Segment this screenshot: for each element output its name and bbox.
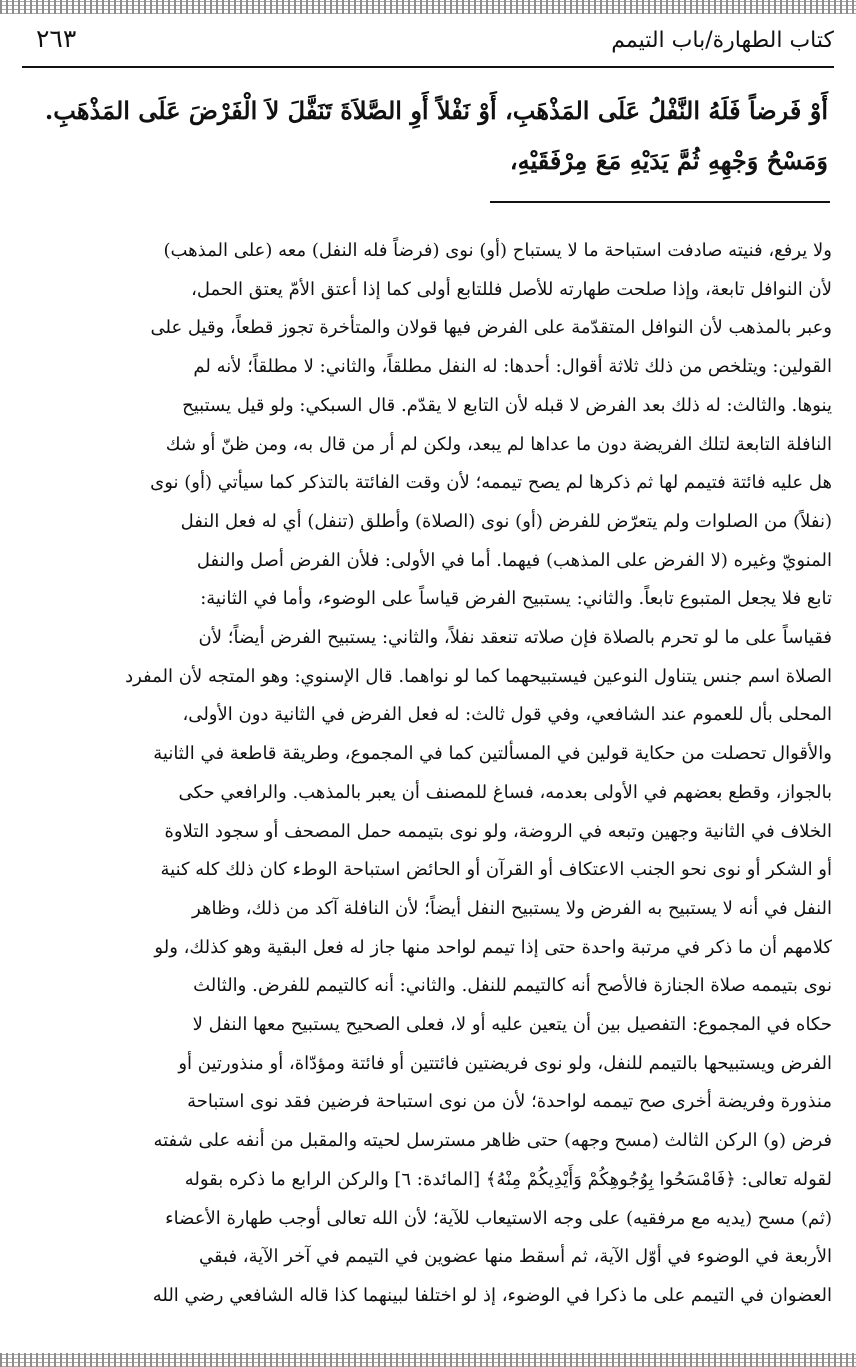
commentary-text: [28, 232, 832, 1306]
commentary-line: الصلاة اسم جنس يتناول النوعين فيستبيحهما كما لو نواهما. قال الإسنوي: وهو المتجه لأن المفرد: [125, 665, 832, 687]
commentary-line: ينوها. والثالث: له ذلك بعد الفرض لا قبله لأن التابع لا يقدّم. قال السبكي: ولو قيل يستبيح: [182, 394, 832, 416]
page-number: ٢٦٣: [36, 24, 77, 53]
commentary-line: بالجواز، وقطع بعضهم في الأولى بعدمه، فساغ للمصنف أن يعبر بالمذهب. والرافعي حكى: [178, 781, 832, 803]
matn-text: [40, 86, 828, 186]
commentary-line: الأربعة في الوضوء في أوّل الآية، ثم أسقط منها عضوين في التيمم في آخر الآية، فبقي: [198, 1246, 832, 1268]
commentary-line: حكاه في المجموع: التفصيل بين أن يتعين عليه أو لا، فعلى الصحيح يستبيح معها النفل لا: [192, 1014, 832, 1036]
commentary-line: ولا يرفع، فنيته صادفت استباحة ما لا يستباح (أو) نوى (فرضاً فله النفل) معه (على المذهب): [163, 240, 832, 261]
commentary-line: نوى بتيممه صلاة الجنازة فالأصح أنه كالتيمم للنفل. والثاني: أنه كالتيمم للفرض. والثالث: [193, 975, 832, 997]
top-ornamental-border: [0, 0, 856, 14]
separator-rule: [490, 201, 830, 203]
commentary-line: هل عليه فائتة فتيمم لها ثم ذكرها لم يصح تيممه؛ لأن وقت الفائتة بالتذكر كما سيأتي (أو) نوى: [150, 472, 832, 494]
commentary-line: المحلى بأل للعموم عند الشافعي، وفي قول ثالث: له فعل الفرض في الثانية دون الأولى،: [182, 704, 832, 726]
commentary-line: كلامهم أن ما ذكر في مرتبة واحدة حتى إذا تيمم لواحد منها جاز له فعل البقية وهو كذلك، ولو: [154, 936, 832, 958]
commentary-line: فقياساً على ما لو تحرم بالصلاة فإن صلاته تنعقد نفلاً، والثاني: يستبيح الفرض أيضاً؛ لأن: [198, 627, 832, 649]
commentary-line: فرض (و) الركن الثالث (مسح وجهه) حتى ظاهر مسترسل لحيته والمقبل من أنفه على شفته: [153, 1130, 832, 1152]
commentary-line: (ثم) مسح (يديه مع مرفقيه) على وجه الاستيعاب للآية؛ لأن الله تعالى أوجب طهارة الأعضاء: [165, 1207, 832, 1229]
commentary-line: لأن النوافل تابعة، وإذا صلحت طهارته للأصل فللتابع أولى كما إذا أعتق الأمّ يعتق الحمل،: [191, 278, 832, 300]
commentary-line: المنويّ وغيره (لا الفرض على المذهب) فيهما. أما في الأولى: فلأن الفرض أصل والنفل: [196, 549, 832, 571]
commentary-line: العضوان في التيمم على ما ذكرا في الوضوء، إذ لو اختلفا لبينهما كذا قاله الشافعي رضي الله: [152, 1284, 832, 1306]
commentary-line: الفرض ويستبيحها بالتيمم للنفل، ولو نوى فريضتين فائتتين أو فائتة ومؤدّاة، أو منذورتين أو: [178, 1052, 832, 1074]
matn-line: وَمَسْحُ وَجْهِهِ ثُمَّ يَدَيْهِ مَعَ مِرْفَقَيْهِ،: [509, 146, 828, 175]
matn-line: أَوْ فَرضاً فَلَهُ النَّفْلُ عَلَى المَذْهَبِ، أَوْ نَفْلاً أَوِ الصَّلاَةَ تَنَفَّلَ لاَ الْفَرْضَ عَلَى المَذْهَبِ.: [44, 96, 828, 125]
bottom-ornamental-border: [0, 1353, 856, 1367]
commentary-line: أو الشكر أو نوى نحو الجنب الاعتكاف أو القرآن أو الحائض استباحة الوطء كان ذلك كله كنية: [160, 859, 832, 881]
commentary-line: (نفلاً) من الصلوات ولم يتعرّض للفرض (أو) نوى (الصلاة) وأطلق (تنفل) أي له فعل النفل: [180, 510, 832, 532]
commentary-line: لقوله تعالى: ﴿فَامْسَحُوا بِوُجُوهِكُمْ وَأَيْدِيكُمْ مِنْهُ﴾ [المائدة: ٦] والركن الرابع ما ذكره بقوله: [184, 1168, 832, 1190]
commentary-line: النافلة التابعة لتلك الفريضة دون ما عداها لم يبعد، ولكن لم أر من قال به، ومن ظنّ أو شك: [165, 433, 832, 455]
commentary-line: الخلاف في الثانية وجهين وتبعه في الروضة، ولو نوى بتيممه حمل المصحف أو سجود التلاوة: [164, 820, 832, 842]
running-header-title: كتاب الطهارة/باب التيمم: [611, 28, 834, 53]
commentary-line: النفل في أنه لا يستبيح به الفرض ولا يستبيح النفل أيضاً؛ لأن النافلة آكد من ذلك، وظاهر: [192, 897, 832, 919]
header-rule: [22, 66, 834, 68]
commentary-line: وعبر بالمذهب لأن النوافل المتقدّمة على الفرض فيها قولان والمتأخرة تجوز قطعاً، وقيل على: [150, 317, 832, 339]
commentary-line: القولين: ويتلخص من ذلك ثلاثة أقوال: أحدها: له النفل مطلقاً، والثاني: لا مطلقاً؛ لأنه لم: [193, 356, 832, 378]
commentary-line: تابع فلا يجعل المتبوع تابعاً. والثاني: يستبيح الفرض قياساً على الوضوء، وأما في الثانية:: [200, 588, 832, 610]
commentary-line: منذورة وفريضة أخرى صح تيممه لواحدة؛ لأن من نوى استباحة فرضين فقد نوى استباحة: [187, 1091, 832, 1113]
running-header: [22, 24, 834, 64]
commentary-line: والأقوال تحصلت من حكاية قولين في المسألتين كما في المجموع، وطريقة قاطعة في الثانية: [153, 743, 832, 765]
